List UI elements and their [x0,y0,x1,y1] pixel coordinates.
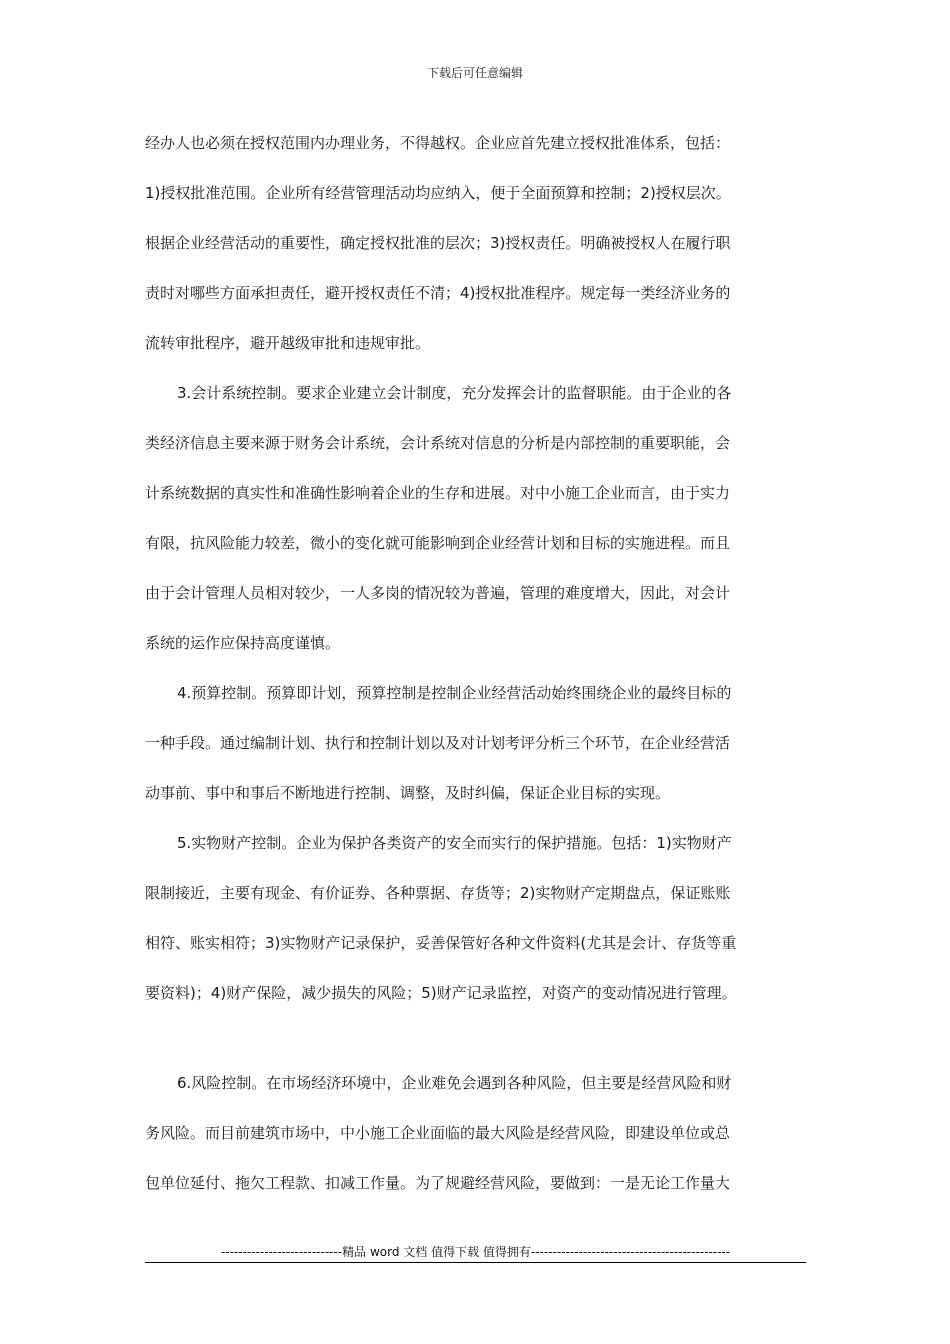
text-line: 根据企业经营活动的重要性，确定授权批准的层次；3)授权责任。明确被授权人在履行职 [145,234,731,252]
text-line: 责时对哪些方面承担责任，避开授权责任不清；4)授权批准程序。规定每一类经济业务的 [145,284,731,302]
paragraph-start-line: 6.风险控制。在市场经济环境中，企业难免会遇到各种风险，但主要是经营风险和财 [177,1074,732,1092]
text-line: 流转审批程序，避开越级审批和违规审批。 [145,334,431,352]
page-footer: ----------------------------精品 word 文档 值得下载 值得拥有---------------------------------------------- [220,1245,731,1259]
text-line: 系统的运作应保持高度谨慎。 [145,634,341,652]
text-line: 由于会计管理人员相对较少，一人多岗的情况较为普遍，管理的难度增大，因此，对会计 [145,584,731,602]
paragraph-start-line: 4.预算控制。预算即计划，预算控制是控制企业经营活动始终围绕企业的最终目标的 [177,684,732,702]
text-line: 类经济信息主要来源于财务会计系统，会计系统对信息的分析是内部控制的重要职能，会 [145,434,731,452]
page-header: 下载后可任意编辑 [426,66,523,80]
text-line: 有限，抗风险能力较差，微小的变化就可能影响到企业经营计划和目标的实施进程。而且 [145,534,731,552]
text-line: 相符、账实相符；3)实物财产记录保护，妥善保管好各种文件资料(尤其是会计、存货等重 [145,934,737,952]
document-body [145,118,810,1208]
footer-divider [145,1262,806,1263]
text-line: 限制接近，主要有现金、有价证券、各种票据、存货等；2)实物财产定期盘点，保证账账 [145,884,731,902]
text-line: 一种手段。通过编制计划、执行和控制计划以及对计划考评分析三个环节，在企业经营活 [145,734,731,752]
text-line: 要资料)；4)财产保险，减少损失的风险；5)财产记录监控，对资产的变动情况进行管理。 [145,984,737,1002]
text-line: 包单位延付、拖欠工程款、扣减工作量。为了规避经营风险，要做到：一是无论工作量大 [145,1174,731,1192]
text-line: 动事前、事中和事后不断地进行控制、调整，及时纠偏，保证企业目标的实现。 [145,784,671,802]
text-line: 计系统数据的真实性和准确性影响着企业的生存和进展。对中小施工企业而言，由于实力 [145,484,731,502]
paragraph-start-line: 3.会计系统控制。要求企业建立会计制度，充分发挥会计的监督职能。由于企业的各 [177,384,732,402]
text-line: 务风险。而目前建筑市场中，中小施工企业面临的最大风险是经营风险，即建设单位或总 [145,1124,731,1142]
paragraph-gap [145,1018,810,1058]
paragraph-start-line: 5.实物财产控制。企业为保护各类资产的安全而实行的保护措施。包括：1)实物财产 [177,834,732,852]
text-line: 1)授权批准范围。企业所有经营管理活动均应纳入，便于全面预算和控制；2)授权层次。 [145,184,731,202]
text-line: 经办人也必须在授权范围内办理业务，不得越权。企业应首先建立授权批准体系，包括： [145,134,731,152]
